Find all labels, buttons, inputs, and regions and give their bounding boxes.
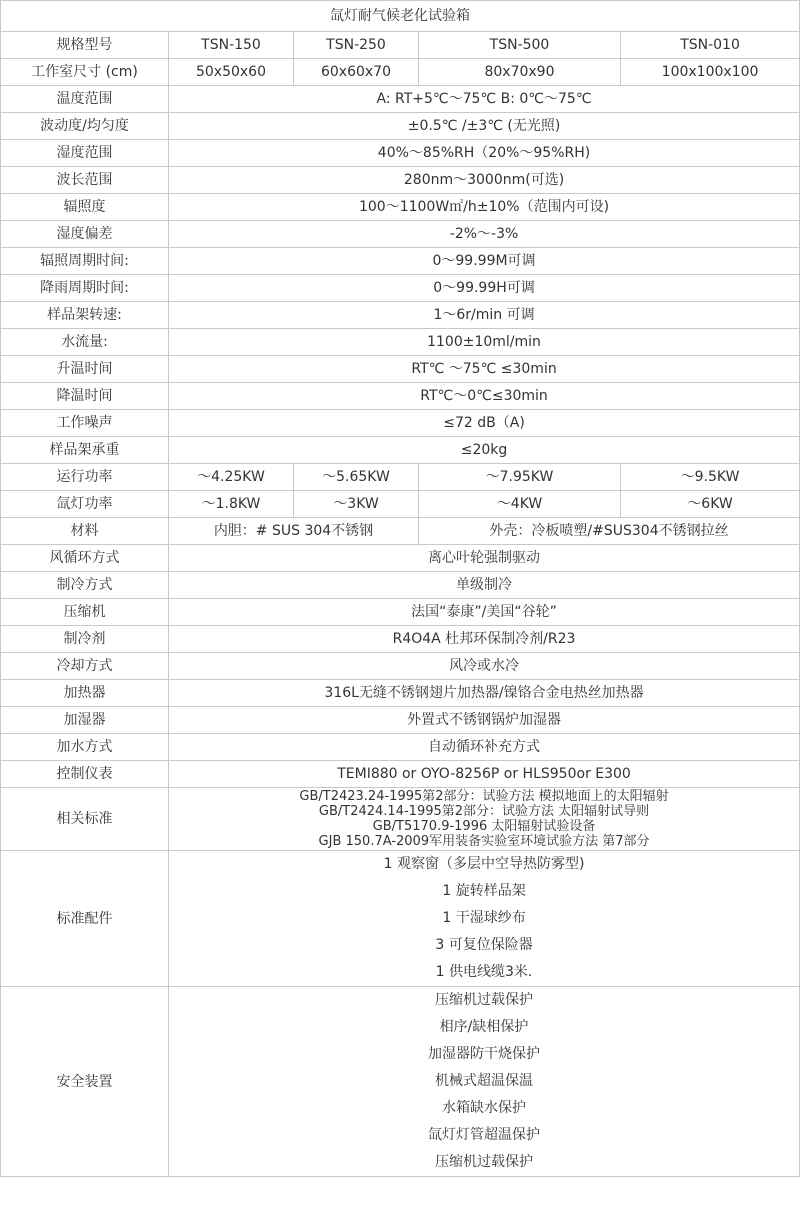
accessory-item: 3 可复位保险器 [435, 937, 533, 953]
spec-row [1, 734, 800, 761]
spec-value: RT℃ ～75℃ ≤30min [169, 356, 800, 383]
spec-row [1, 221, 800, 248]
standards-label: 相关标准 [1, 788, 169, 851]
spec-value: 自动循环补充方式 [169, 734, 800, 761]
spec-label: 加湿器 [1, 707, 169, 734]
spec-label: 加热器 [1, 680, 169, 707]
accessories-label: 标准配件 [1, 851, 169, 987]
spec-label: 水流量: [1, 329, 169, 356]
standard-item: GB/T5170.9-1996 太阳辐射试验设备 [372, 819, 596, 834]
spec-label: 辐照周期时间: [1, 248, 169, 275]
size-cell: 50x50x60 [169, 59, 294, 86]
power-cell: ～4KW [419, 491, 621, 518]
spec-label: 波长范围 [1, 167, 169, 194]
spec-label: 工作噪声 [1, 410, 169, 437]
material-row [1, 518, 800, 545]
safety-item: 加湿器防干烧保护 [428, 1046, 541, 1062]
spec-label: 风循环方式 [1, 545, 169, 572]
spec-value: ≤20kg [169, 437, 800, 464]
spec-value: 风冷或水冷 [169, 653, 800, 680]
material-outer: 外壳：冷板喷塑/#SUS304不锈钢拉丝 [419, 518, 800, 545]
spec-label: 制冷剂 [1, 626, 169, 653]
run-power-row [1, 464, 800, 491]
spec-label: 样品架承重 [1, 437, 169, 464]
spec-row [1, 275, 800, 302]
spec-row [1, 356, 800, 383]
spec-row [1, 113, 800, 140]
spec-label: 波动度/均匀度 [1, 113, 169, 140]
spec-value: A: RT+5℃～75℃ B: 0℃～75℃ [169, 86, 800, 113]
spec-label: 降雨周期时间: [1, 275, 169, 302]
spec-value: 离心叶轮强制驱动 [169, 545, 800, 572]
spec-row [1, 383, 800, 410]
table-title: 氙灯耐气候老化试验箱 [1, 1, 800, 32]
standard-item: GJB 150.7A-2009军用装备实验室环境试验方法 第7部分 [318, 834, 650, 849]
accessory-item: 1 干湿球纱布 [442, 910, 526, 926]
safety-list [169, 987, 800, 1177]
spec-label: 湿度范围 [1, 140, 169, 167]
spec-value: R4O4A 杜邦环保制冷剂/R23 [169, 626, 800, 653]
power-cell: ～9.5KW [621, 464, 800, 491]
spec-row [1, 680, 800, 707]
spec-label: 温度范围 [1, 86, 169, 113]
models-label: 规格型号 [1, 32, 169, 59]
accessory-item: 1 观察窗（多层中空导热防雾型) [383, 856, 585, 872]
spec-value: 单级制冷 [169, 572, 800, 599]
power-cell: ～1.8KW [169, 491, 294, 518]
safety-item: 水箱缺水保护 [442, 1100, 527, 1116]
spec-row [1, 329, 800, 356]
models-row [1, 32, 800, 59]
spec-label: 冷却方式 [1, 653, 169, 680]
spec-row [1, 437, 800, 464]
spec-row [1, 248, 800, 275]
run-power-label: 运行功率 [1, 464, 169, 491]
spec-value: 1100±10ml/min [169, 329, 800, 356]
spec-row [1, 572, 800, 599]
spec-row [1, 86, 800, 113]
spec-row [1, 545, 800, 572]
spec-row [1, 653, 800, 680]
spec-row [1, 761, 800, 788]
safety-item: 氙灯灯管超温保护 [428, 1127, 541, 1143]
spec-label: 样品架转速: [1, 302, 169, 329]
standard-item: GB/T2424.14-1995第2部分：试验方法 太阳辐射试导则 [318, 804, 650, 819]
spec-row [1, 410, 800, 437]
spec-value: 0～99.99H可调 [169, 275, 800, 302]
spec-row [1, 194, 800, 221]
accessory-item: 1 旋转样品架 [442, 883, 526, 899]
spec-value: -2%～-3% [169, 221, 800, 248]
spec-value: ±0.5℃ /±3℃ (无光照) [169, 113, 800, 140]
spec-value: TEMI880 or OYO-8256P or HLS950or E300 [169, 761, 800, 788]
spec-label: 加水方式 [1, 734, 169, 761]
spec-row [1, 167, 800, 194]
safety-item: 机械式超温保温 [435, 1073, 534, 1089]
model-cell: TSN-010 [621, 32, 800, 59]
lamp-power-row [1, 491, 800, 518]
standard-item: GB/T2423.24-1995第2部分：试验方法 模拟地面上的太阳辐射 [299, 789, 669, 804]
power-cell: ～7.95KW [419, 464, 621, 491]
spec-label: 辐照度 [1, 194, 169, 221]
spec-value: ≤72 dB（A) [169, 410, 800, 437]
spec-label: 控制仪表 [1, 761, 169, 788]
safety-label: 安全装置 [1, 987, 169, 1177]
spec-row [1, 626, 800, 653]
accessory-item: 1 供电线缆3米. [435, 964, 533, 980]
safety-item: 相序/缺相保护 [439, 1019, 529, 1035]
size-cell: 60x60x70 [294, 59, 419, 86]
power-cell: ～5.65KW [294, 464, 419, 491]
safety-row [1, 987, 800, 1177]
spec-value: 1～6r/min 可调 [169, 302, 800, 329]
spec-value: RT℃～0℃≤30min [169, 383, 800, 410]
safety-item: 压缩机过载保护 [435, 1154, 534, 1170]
material-inner: 内胆：# SUS 304不锈钢 [169, 518, 419, 545]
spec-row [1, 599, 800, 626]
spec-value: 0～99.99M可调 [169, 248, 800, 275]
standards-list [169, 788, 800, 851]
title-row [1, 1, 800, 32]
spec-value: 280nm～3000nm(可选) [169, 167, 800, 194]
spec-value: 40%～85%RH（20%～95%RH) [169, 140, 800, 167]
chamber-size-row [1, 59, 800, 86]
spec-value: 外置式不锈钢锅炉加湿器 [169, 707, 800, 734]
power-cell: ～6KW [621, 491, 800, 518]
spec-value: 316L无缝不锈钢翅片加热器/镍铬合金电热丝加热器 [169, 680, 800, 707]
spec-row [1, 707, 800, 734]
lamp-power-label: 氙灯功率 [1, 491, 169, 518]
power-cell: ～4.25KW [169, 464, 294, 491]
accessories-list [169, 851, 800, 987]
spec-label: 制冷方式 [1, 572, 169, 599]
material-label: 材料 [1, 518, 169, 545]
accessories-row [1, 851, 800, 987]
spec-value: 法国“泰康”/美国“谷轮” [169, 599, 800, 626]
spec-label: 压缩机 [1, 599, 169, 626]
spec-row [1, 302, 800, 329]
spec-label: 湿度偏差 [1, 221, 169, 248]
standards-row [1, 788, 800, 851]
power-cell: ～3KW [294, 491, 419, 518]
spec-label: 降温时间 [1, 383, 169, 410]
chamber-size-label: 工作室尺寸 (cm) [1, 59, 169, 86]
model-cell: TSN-250 [294, 32, 419, 59]
spec-row [1, 140, 800, 167]
spec-value: 100～1100W㎡/h±10%（范围内可设) [169, 194, 800, 221]
size-cell: 80x70x90 [419, 59, 621, 86]
model-cell: TSN-150 [169, 32, 294, 59]
safety-item: 压缩机过载保护 [435, 992, 534, 1008]
spec-label: 升温时间 [1, 356, 169, 383]
size-cell: 100x100x100 [621, 59, 800, 86]
model-cell: TSN-500 [419, 32, 621, 59]
